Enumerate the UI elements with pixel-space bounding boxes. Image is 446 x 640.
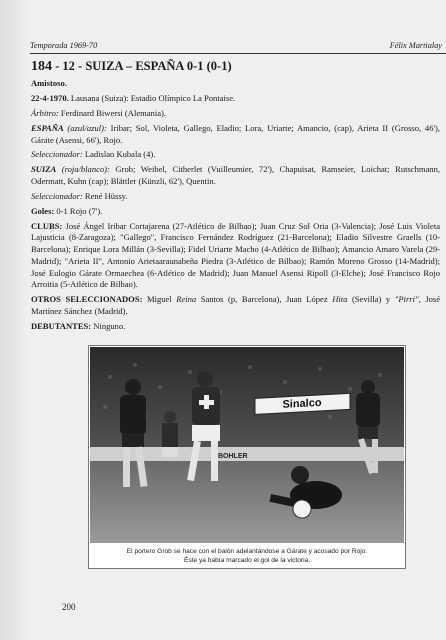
photo-caption-line-1: El portero Grob se hace con el balón adelantándose a Gárate y acosado por Rojo. [126,548,368,555]
spain-lineup-line [31,123,440,146]
ball [293,500,311,518]
referee-line [31,108,440,120]
bohler-board-text: BOHLER [218,453,248,460]
sinalco-board-text: Sinalco [282,396,322,411]
goals-label: Goles: [31,205,55,216]
others-nick-hita: Hita [332,294,348,305]
swiss-coach-line [31,191,440,203]
match-title [31,58,440,75]
others-nick-reina: Reina [176,294,197,305]
spain-kit: (azul/azul): [63,122,107,133]
player-background-small [162,411,178,457]
match-photo-frame [88,345,406,569]
others-nick-pirri: "Pirri" [394,294,419,305]
author-heading: Félix Martialay [389,41,442,50]
others-text-a: Miguel [142,294,177,305]
swiss-kit: (roja/blanco): [56,164,110,175]
header-rule [30,53,446,54]
match-date: 22-4-1970. [31,93,69,104]
photo-illustration [90,347,404,543]
spain-lineup: Iribar; Sol, Violeta, Gallego, Eladio; Lora, Uriarte; Amancio, (cap), Arieta II (Grosso, 46'), Gárate (Asensi, 66'), Rojo. [31,122,440,145]
swiss-coach: René Hüssy. [82,190,128,201]
clubs-text: José Ángel Iribar Cortajarena (27-Atlético de Bilbao); Juan Cruz Sol Oria (3-Valencia); José Luis Violeta Lajusticia (8-Zaragoza); "Gallego", Francisco Fernández Rodríguez (21-Barcelona); Eladio Silvestre Graells (10-Barcelona); Enrique Lora Millán (3-Sevilla); Fidel Uriarte Macho (4-Atlético de Bilbao); Amancio Amaro Varela (29-Madrid); "Arieta II", Antonio Arietaaraunabeña Piedra (3-Atlético de Bilbao); Ramón Moreno Grosso (14-Madrid); José Eulogio Gárate Ormaechea (6-Atlético de Madrid); Juan Manuel Asensi Ripoll (3-Elche); José Francisco Rojo Arroitia (5-Atlético de Bilbao). [31,220,440,290]
others-text-c: (Sevilla) y [347,294,395,305]
page-edge [0,0,28,640]
match-type: Amistoso. [31,78,67,89]
running-header [28,41,446,53]
match-type-line [31,78,440,90]
swiss-coach-label: Seleccionador: [31,190,83,201]
goals-text: 0-1 Rojo (7'). [54,205,103,216]
match-photo [90,347,404,543]
referee-name: Ferdinard Biwersi (Alemania). [58,107,166,118]
spain-coach: Ladislao Kubala (4). [82,149,156,160]
swiss-lineup: Grob; Weibel, Citherlet (Vuilleumier, 72'), Chapuisat, Ramseier, Loichat; Rutschmann, Odermatt, Kuhn (cap); Blättler (Künzli, 62'), Quentin. [31,164,440,187]
others-paragraph [31,294,440,317]
match-entry [31,58,440,336]
swiss-lineup-line [31,164,440,187]
others-text-d: , José Martínez Sánchez (Madrid). [31,294,440,316]
others-text-b: Santos (p, Barcelona), Juan López [196,294,333,305]
date-venue-line [31,93,440,105]
page-number: 200 [62,602,76,612]
referee-label: Árbitro: [31,107,59,118]
debut-line [31,321,440,333]
clubs-paragraph [31,221,440,291]
debut-text: Ninguno. [91,320,126,331]
spain-coach-line [31,149,440,161]
photo-caption-line-2: Éste ya había marcado el gol de la victoria. [183,557,311,564]
others-label: OTROS SELECCIONADOS: [31,294,143,305]
debut-label: DEBUTANTES: [31,320,92,331]
season-heading: Temporada 1969-70 [30,41,98,50]
swiss-label: SUIZA [31,164,57,175]
match-venue: Lausana (Suiza): Estadio Olímpico La Pontaise. [68,93,236,104]
spain-label: ESPAÑA [31,122,64,133]
goals-line [31,206,440,218]
match-number: 184 [31,59,52,74]
clubs-label: CLUBS: [31,220,63,231]
spain-coach-label: Seleccionador: [31,149,83,160]
pitch [90,461,404,543]
match-title-text: - 12 - SUIZA – ESPAÑA 0-1 (0-1) [52,59,232,73]
